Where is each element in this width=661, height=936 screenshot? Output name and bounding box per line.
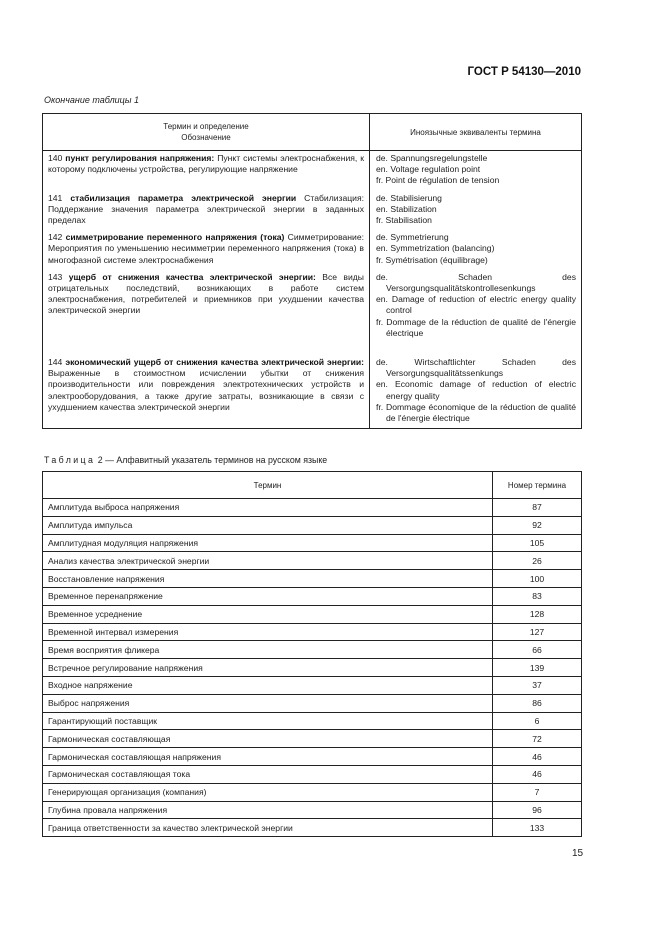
- index-row: [43, 765, 582, 783]
- term-number: 142: [48, 232, 63, 243]
- table1-caption: Окончание таблицы 1: [44, 95, 139, 105]
- term-definition: [43, 151, 370, 191]
- index-term: Встречное регулирование напряжения: [43, 659, 493, 677]
- equivalent: en. Voltage regulation point: [376, 164, 481, 175]
- index-term: Временное перенапряжение: [43, 587, 493, 605]
- term-name: симметрирование переменного напряжения (тока): [65, 232, 285, 243]
- term-name: стабилизация параметра электрической энергии: [70, 192, 297, 203]
- definition: Стабилизация: Поддержание значения параметра электрической энергии в заданных пределах: [48, 192, 365, 226]
- term-row: [43, 343, 582, 429]
- equivalent: de. Spannungsregelungstelle: [376, 153, 488, 163]
- equivalent: en. Symmetrization (balancing): [376, 243, 495, 254]
- definition: Выраженные в стоимостном исчислении убытки от снижения производительности или повреждения электротехнических устройств и электрооборудования, а также другие затраты, возникающие в связи с ухудшением качества электрической энергии: [48, 368, 364, 412]
- index-row: [43, 676, 582, 694]
- equivalent: en. Stabilization: [376, 203, 437, 214]
- term-name: экономический ущерб от снижения качества электрической энергии:: [65, 357, 364, 368]
- terms-table: [42, 113, 582, 429]
- equivalent: de. Wirtschaftlichter Schaden des Versorgungsqualitätssenkungs: [376, 357, 576, 379]
- index-term: Амплитудная модуляция напряжения: [43, 534, 493, 552]
- index-term: Временной интервал измерения: [43, 623, 493, 641]
- index-row: [43, 783, 582, 801]
- index-term: Гарантирующий поставщик: [43, 712, 493, 730]
- index-number: 92: [493, 516, 582, 534]
- column-header-number: Номер термина: [493, 472, 582, 499]
- definition: Симметрирование: Мероприятия по уменьшению несимметрии переменного напряжения (тока) в многофазной системе электроснабжения: [48, 232, 365, 265]
- term-definition: [43, 191, 370, 231]
- equivalents: [370, 191, 582, 231]
- term-definition: [43, 230, 370, 270]
- index-number: 6: [493, 712, 582, 730]
- index-row: [43, 659, 582, 677]
- index-term: Амплитуда импульса: [43, 516, 493, 534]
- index-term: Входное напряжение: [43, 676, 493, 694]
- equivalent: fr. Point de régulation de tension: [376, 175, 500, 186]
- index-term: Восстановление напряжения: [43, 570, 493, 588]
- index-term: Граница ответственности за качество электрической энергии: [43, 819, 493, 837]
- index-row: [43, 605, 582, 623]
- equivalent: en. Damage of reduction of electric energy quality control: [376, 294, 576, 316]
- index-row: [43, 748, 582, 766]
- term-number: 144: [48, 357, 63, 368]
- index-number: 37: [493, 676, 582, 694]
- index-number: 87: [493, 499, 582, 517]
- term-name: ущерб от снижения качества электрической энергии:: [68, 271, 316, 282]
- index-row: [43, 534, 582, 552]
- index-row: [43, 623, 582, 641]
- index-row: [43, 641, 582, 659]
- index-term: Гармоническая составляющая: [43, 730, 493, 748]
- index-term: Время восприятия фликера: [43, 641, 493, 659]
- equivalents: [370, 270, 582, 343]
- index-row: [43, 552, 582, 570]
- term-row: [43, 151, 582, 191]
- definition: Пункт системы электроснабжения, к которому подключены устройства, регулирующие напряжение: [48, 153, 364, 175]
- index-row: [43, 516, 582, 534]
- page-number: 15: [572, 848, 584, 859]
- index-number: 46: [493, 748, 582, 766]
- index-number: 46: [493, 765, 582, 783]
- document-code: ГОСТ Р 54130—2010: [467, 66, 581, 78]
- term-name: пункт регулирования напряжения:: [65, 153, 215, 163]
- alphabetical-index-table: [42, 471, 582, 837]
- index-row: [43, 499, 582, 517]
- index-term: Анализ качества электрической энергии: [43, 552, 493, 570]
- index-term: Генерирующая организация (компания): [43, 783, 493, 801]
- term-definition: [43, 343, 370, 429]
- equivalent: de. Stabilisierung: [376, 192, 442, 203]
- index-number: 128: [493, 605, 582, 623]
- index-term: Выброс напряжения: [43, 694, 493, 712]
- index-number: 105: [493, 534, 582, 552]
- index-row: [43, 801, 582, 819]
- term-number: 141: [48, 192, 63, 203]
- index-term: Глубина провала напряжения: [43, 801, 493, 819]
- definition: Все виды отрицательных последствий, возникающих в работе систем электроснабжения, потребителей и приемников при ухудшении качества электрической энергии: [48, 271, 364, 316]
- term-row: [43, 191, 582, 231]
- equivalents: [370, 343, 582, 429]
- table2-caption: Таблица 2 — Алфавитный указатель терминов на русском языке: [44, 455, 328, 465]
- index-number: 26: [493, 552, 582, 570]
- index-term: Временное усреднение: [43, 605, 493, 623]
- index-number: 66: [493, 641, 582, 659]
- term-row: [43, 230, 582, 270]
- term-number: 140: [48, 153, 63, 163]
- index-number: 86: [493, 694, 582, 712]
- index-number: 139: [493, 659, 582, 677]
- term-number: 143: [48, 271, 63, 282]
- index-number: 96: [493, 801, 582, 819]
- equivalent: fr. Symétrisation (équilibrage): [376, 254, 488, 265]
- index-term: Гармоническая составляющая напряжения: [43, 748, 493, 766]
- index-number: 7: [493, 783, 582, 801]
- column-header-term: Термин и определение Обозначение: [43, 114, 370, 151]
- index-row: [43, 587, 582, 605]
- column-header-equivalents: Иноязычные эквиваленты термина: [370, 114, 582, 151]
- equivalent: fr. Dommage économique de la réduction de qualité de l'énergie électrique: [376, 401, 576, 424]
- index-number: 100: [493, 570, 582, 588]
- index-term: Гармоническая составляющая тока: [43, 765, 493, 783]
- index-row: [43, 712, 582, 730]
- index-row: [43, 570, 582, 588]
- index-number: 83: [493, 587, 582, 605]
- equivalent: de. Symmetrierung: [376, 232, 449, 243]
- equivalent: fr. Dommage de la réduction de qualité de l'énergie électrique: [376, 316, 576, 338]
- index-number: 127: [493, 623, 582, 641]
- equivalent: fr. Stabilisation: [376, 215, 432, 226]
- equivalent: en. Economic damage of reduction of electric energy quality: [376, 379, 576, 401]
- equivalent: de. Schaden des Versorgungsqualitätskontrollesenkungs: [376, 271, 576, 294]
- index-row: [43, 730, 582, 748]
- equivalents: [370, 230, 582, 270]
- column-header-term: Термин: [43, 472, 493, 499]
- index-row: [43, 694, 582, 712]
- index-number: 133: [493, 819, 582, 837]
- term-row: [43, 270, 582, 343]
- equivalents: [370, 151, 582, 191]
- index-number: 72: [493, 730, 582, 748]
- term-definition: [43, 270, 370, 343]
- index-row: [43, 819, 582, 837]
- index-term: Амплитуда выброса напряжения: [43, 499, 493, 517]
